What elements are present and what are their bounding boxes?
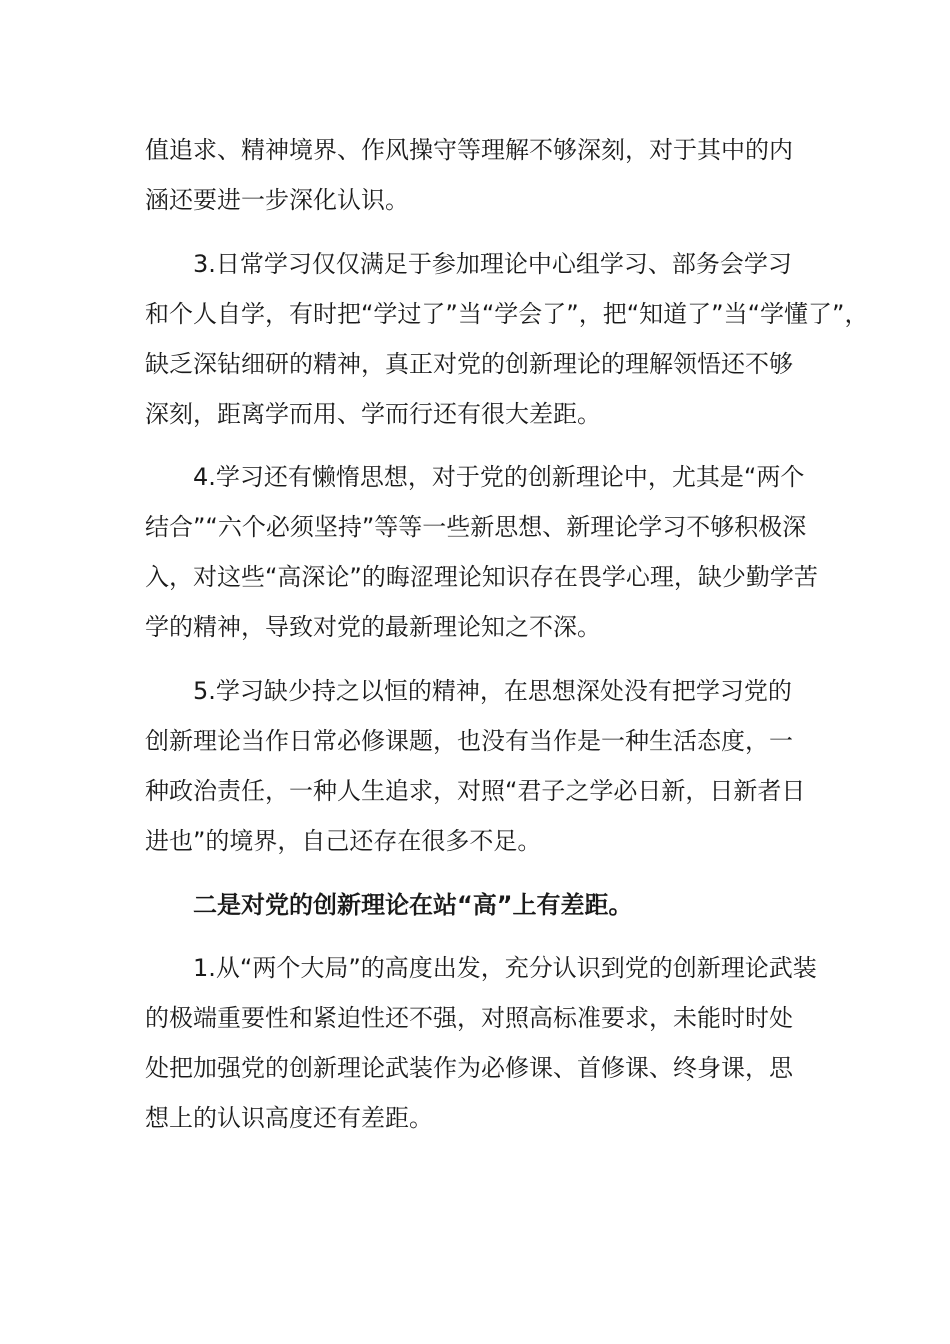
text-line: 结合”“六个必须坚持”等等一些新思想、新理论学习不够积极深: [145, 513, 807, 541]
text-line: 创新理论当作日常必修课题，也没有当作是一种生活态度，一: [145, 727, 793, 755]
text-line: 种政治责任，一种人生追求，对照“君子之学必日新，日新者日: [145, 777, 806, 805]
text-line: 进也”的境界，自己还存在很多不足。: [145, 827, 542, 855]
text-line: 处把加强党的创新理论武装作为必修课、首修课、终身课，思: [145, 1054, 793, 1082]
text-line: 值追求、精神境界、作风操守等理解不够深刻，对于其中的内: [145, 136, 793, 164]
text-line: 的极端重要性和紧迫性还不强，对照高标准要求，未能时时处: [145, 1004, 793, 1032]
text-line: 1.从“两个大局”的高度出发，充分认识到党的创新理论武装: [193, 954, 817, 982]
text-line: 涵还要进一步深化认识。: [145, 186, 409, 214]
text-line: 缺乏深钻细研的精神，真正对党的创新理论的理解领悟还不够: [145, 350, 793, 378]
text-line: 和个人自学，有时把“学过了”当“学会了”，把“知道了”当“学懂了”，: [145, 300, 869, 328]
text-line: 4.学习还有懒惰思想，对于党的创新理论中，尤其是“两个: [193, 463, 805, 491]
text-line: 入，对这些“高深论”的晦涩理论知识存在畏学心理，缺少勤学苦: [145, 563, 818, 591]
text-line: 学的精神，导致对党的最新理论知之不深。: [145, 613, 601, 641]
text-line: 3.日常学习仅仅满足于参加理论中心组学习、部务会学习: [193, 250, 792, 278]
text-line: 5.学习缺少持之以恒的精神，在思想深处没有把学习党的: [193, 677, 792, 705]
section-heading: 二是对党的创新理论在站“高”上有差距。: [193, 891, 633, 919]
text-line: 想上的认识高度还有差距。: [145, 1104, 433, 1132]
text-line: 深刻，距离学而用、学而行还有很大差距。: [145, 400, 601, 428]
